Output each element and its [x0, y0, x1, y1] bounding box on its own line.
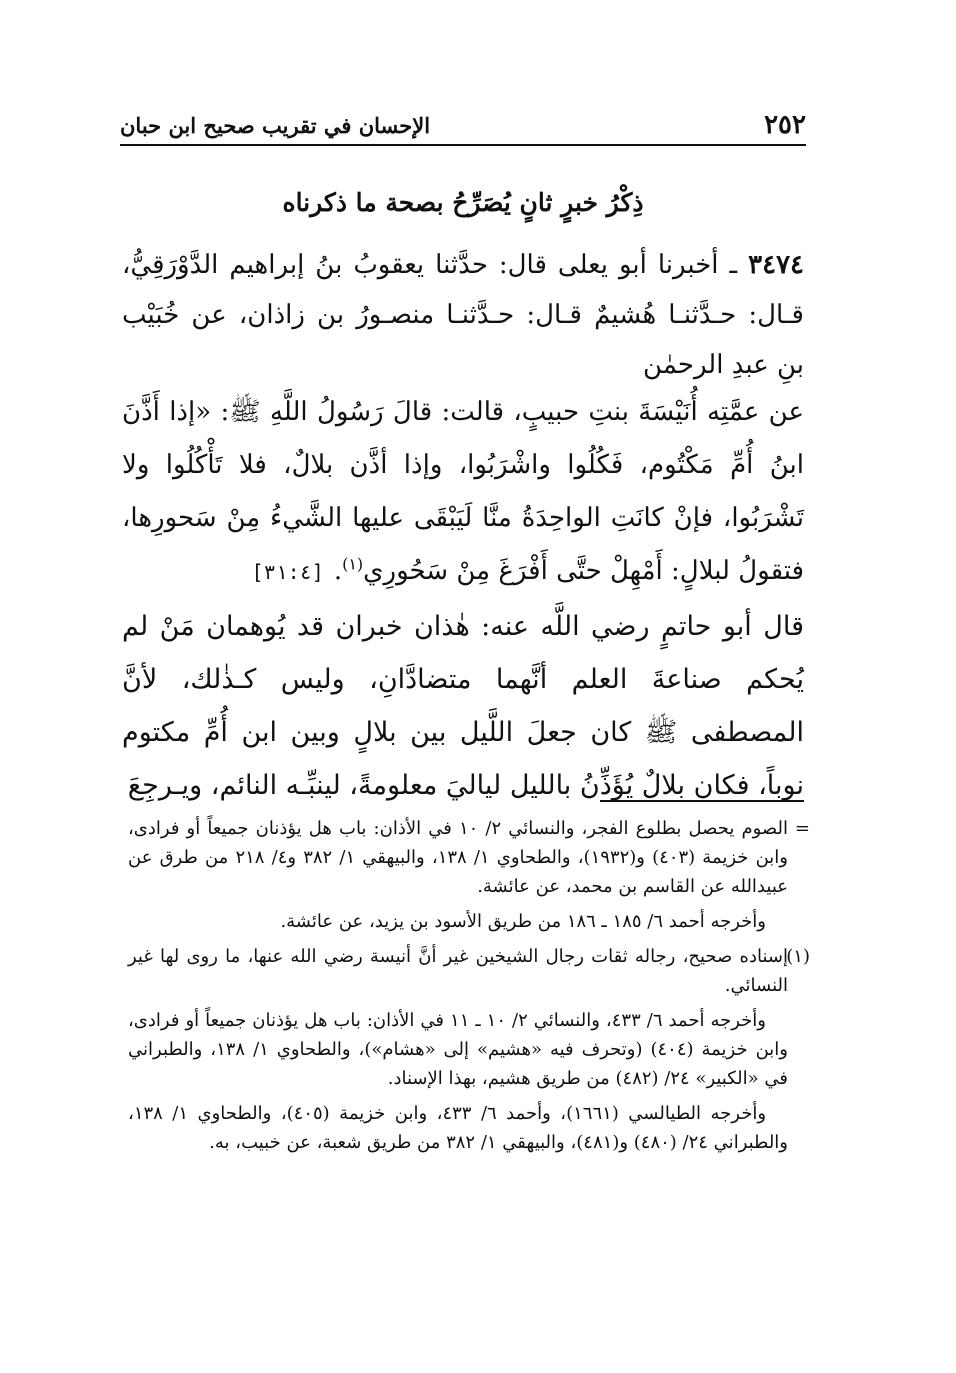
- matn-text: عن عمَّتِه أُنَيْسَةَ بنتِ حبيبٍ، قالت: قالَ رَسُولُ اللَّهِ ﷺ: «إذا أَذَّنَ ابنُ أُمِّ مَكْتُوم، فَكُلُوا واشْرَبُوا، وإذا أذَّن بلالٌ، فلا تَأْكُلُوا ولا تَشْرَبُوا، فإنْ كانَتِ الواحِدَةُ منَّا لَيَبْقَى عليها الشَّيءُ مِنْ سَحورِها، فتقولُ لبلالٍ: أَمْهِلْ حتَّى أَفْرَغَ مِنْ سَحُورِي: [122, 397, 804, 586]
- footnotes: [128, 814, 810, 1163]
- footnote-continuation-mark: =: [794, 818, 810, 839]
- footnote-paragraph: [128, 907, 810, 936]
- hadith-number: ٣٤٧٤: [748, 250, 804, 280]
- footnote-mark: (١): [342, 554, 364, 574]
- footnote-text: الصوم يحصل بطلوع الفجر، والنسائي ٢/ ١٠ في الأذان: باب هل يؤذنان جميعاً أو فرادى، وابن خزيمة (٤٠٣) و(١٩٣٢)، والطحاوي ١/ ١٣٨، والبيهقي ١/ ٣٨٢ و٤/ ٢١٨ من طرق عن عبيدالله عن القاسم بن محمد، عن عائشة.: [128, 818, 789, 897]
- isnad-text: ـ أخبرنا أبو يعلى قال: حدَّثنا يعقوبُ بنُ إبراهيم الدَّوْرَقِيُّ، قـال: حـدَّثنـا هُشيمٌ قـال: حـدَّثنـا منصـورُ بن زاذان، عن خُبَيْب بنِ عبدِ الرحمٰن: [122, 250, 804, 380]
- footnote-text: وأخرجه الطيالسي (١٦٦١)، وأحمد ٦/ ٤٣٣، وابن خزيمة (٤٠٥)، والطحاوي ١/ ١٣٨، والطبراني ٢٤/ (٤٨٠) و(٤٨١)، والبيهقي ١/ ٣٨٢ من طريق شعبة، عن خبيب، به.: [128, 1103, 788, 1153]
- hadith-reference: [٣١:٤]: [251, 560, 324, 584]
- running-header: [120, 108, 806, 146]
- footnote-text: إسناده صحيح، رجاله ثقات رجال الشيخين غير أنَّ أنيسة رضي الله عنها، ما روى لها غير النسائي.: [128, 946, 788, 996]
- hadith-isnad: [122, 240, 804, 390]
- footnote-paragraph: [128, 942, 810, 1000]
- footnote-number: (١): [786, 946, 810, 967]
- footnote-text: وأخرجه أحمد ٦/ ١٨٥ ـ ١٨٦ من طريق الأسود بن يزيد، عن عائشة.: [280, 911, 766, 932]
- footnote-paragraph: [128, 814, 810, 901]
- footnote-paragraph: [128, 1099, 810, 1157]
- commentary: قال أبو حاتمٍ رضي اللَّه عنه: هٰذان خبران قد يُوهمان مَنْ لم يُحكم صناعةَ العلم أنَّهما متضادَّانِ، وليس كـذٰلك، لأنَّ المصطفى ﷺ كان جعلَ اللَّيل بين بلالٍ وبين ابن أُمِّ مكتوم نوباً، فكان بلالٌ يُؤَذِّنُ بالليل لياليَ معلومةً، لينبِّـه النائم، ويـرجِعَ: [122, 611, 804, 801]
- matn-closing: .: [333, 556, 343, 586]
- section-heading: ذِكْرُ خبرٍ ثانٍ يُصَرِّحُ بصحة ما ذكرناه: [282, 188, 644, 217]
- footnote-paragraph: [128, 1006, 810, 1093]
- book-title: الإحسان في تقريب صحيح ابن حبان: [120, 113, 431, 138]
- hadith-matn: [122, 386, 804, 599]
- footnote-divider: [600, 800, 804, 802]
- page-number: ٢٥٢: [764, 110, 806, 140]
- footnote-text: وأخرجه أحمد ٦/ ٤٣٣، والنسائي ٢/ ١٠ ـ ١١ في الأذان: باب هل يؤذنان جميعاً أو فرادى، وابن خزيمة (٤٠٤) (وتحرف فيه «هشيم» إلى «هشام»)، والطحاوي ١/ ١٣٨، والطبراني في «الكبير» ٢٤/ (٤٨٢) من طريق هشيم، بهذا الإسناد.: [128, 1010, 788, 1089]
